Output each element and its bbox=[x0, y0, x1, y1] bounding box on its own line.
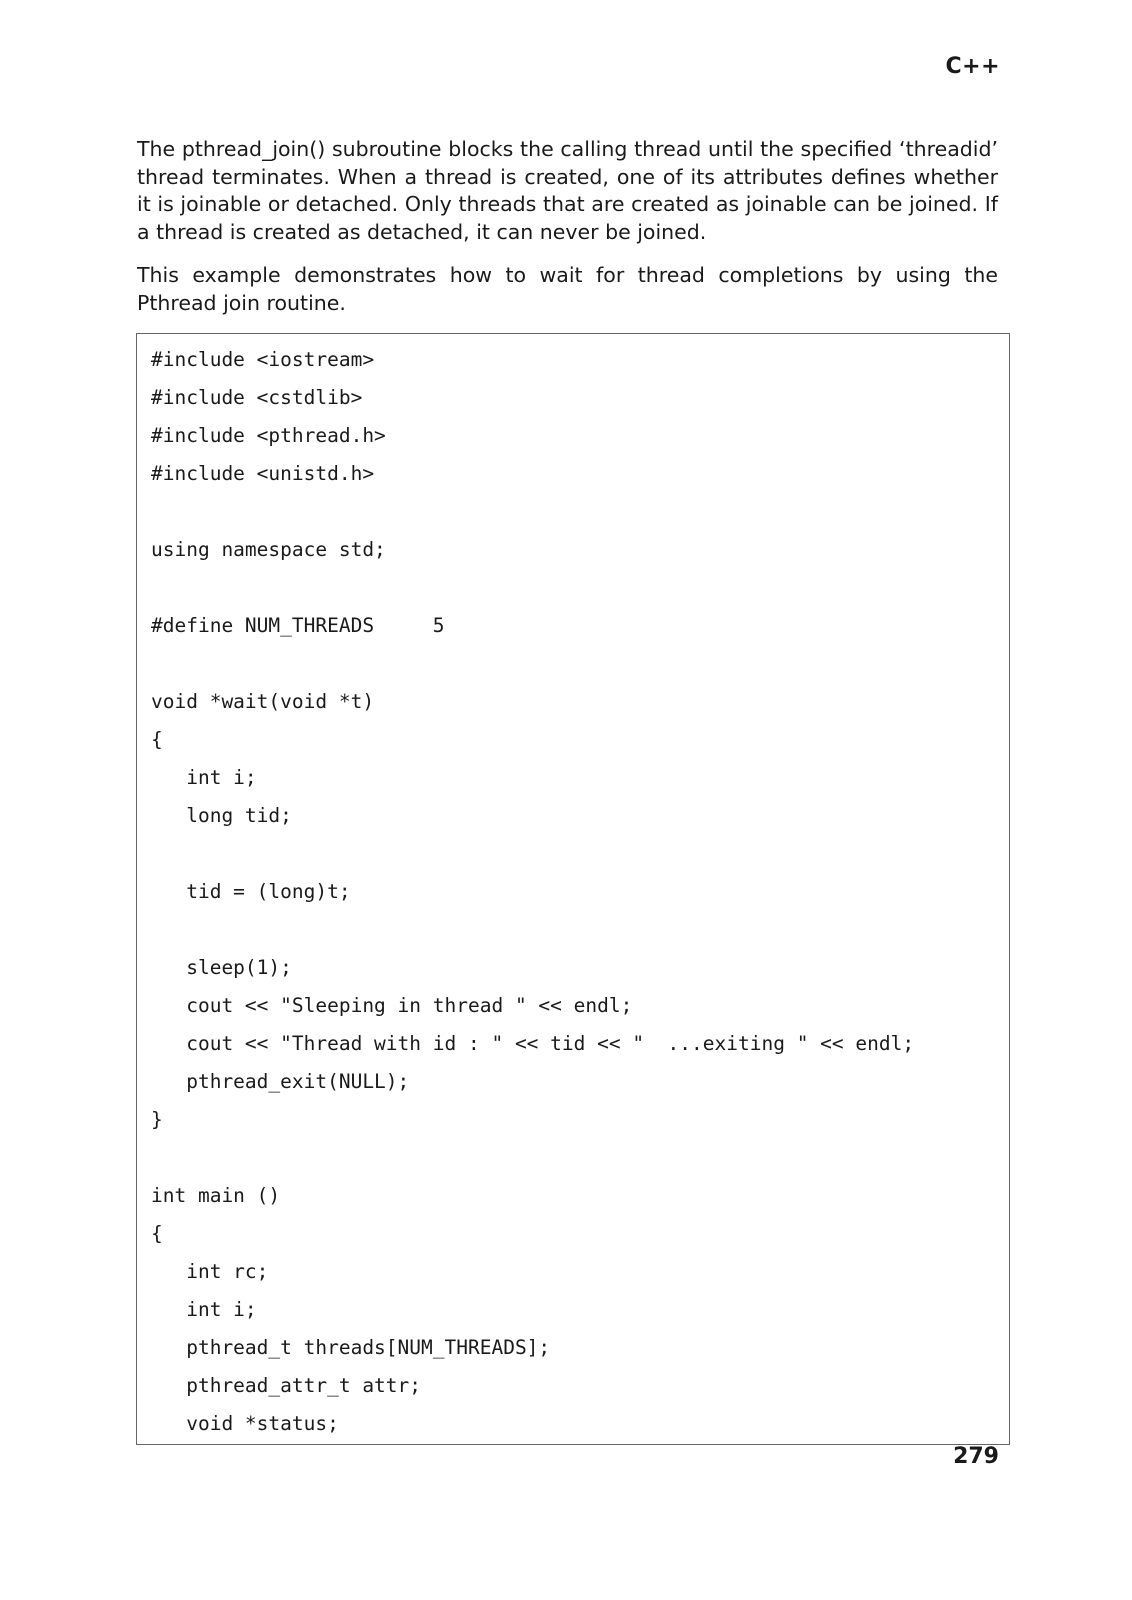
code-lines bbox=[151, 341, 914, 1443]
code-line: #include <cstdlib> bbox=[151, 386, 363, 409]
body-paragraph: This example demonstrates how to wait for thread completions by using the Pthread join routine. bbox=[137, 263, 998, 315]
code-line: pthread_exit(NULL); bbox=[151, 1070, 410, 1093]
code-line bbox=[151, 835, 914, 873]
code-line: #include <unistd.h> bbox=[151, 462, 375, 485]
code-line: cout << "Thread with id : " << tid << " ...exiting " << endl; bbox=[151, 1032, 915, 1055]
code-line: int rc; bbox=[151, 1260, 269, 1283]
code-line: tid = (long)t; bbox=[151, 880, 351, 903]
code-line: #include <pthread.h> bbox=[151, 424, 386, 447]
code-line: pthread_t threads[NUM_THREADS]; bbox=[151, 1336, 551, 1359]
page-number: 279 bbox=[953, 1444, 999, 1469]
running-header-title: C++ bbox=[945, 54, 1000, 79]
code-line: { bbox=[151, 1222, 163, 1245]
body-paragraph: The pthread_join() subroutine blocks the calling thread until the specified ‘threadid’ thread terminates. When a thread is created, one of its attributes defines whether it is joinable or detached. Only threads that are created as joinable can be joined. If a thread is created as detached, it can never be joined. bbox=[137, 137, 998, 244]
code-line bbox=[151, 645, 914, 683]
code-line bbox=[151, 911, 914, 949]
code-line: int i; bbox=[151, 1298, 257, 1321]
code-line: void *wait(void *t) bbox=[151, 690, 375, 713]
code-line: using namespace std; bbox=[151, 538, 386, 561]
code-line: #include <iostream> bbox=[151, 348, 375, 371]
code-line: cout << "Sleeping in thread " << endl; bbox=[151, 994, 633, 1017]
code-line: int main () bbox=[151, 1184, 281, 1207]
code-line bbox=[151, 569, 914, 607]
code-line: int i; bbox=[151, 766, 257, 789]
code-line bbox=[151, 493, 914, 531]
code-line: { bbox=[151, 728, 163, 751]
code-line bbox=[151, 1139, 914, 1177]
code-line: void *status; bbox=[151, 1412, 339, 1435]
code-line: long tid; bbox=[151, 804, 292, 827]
code-line: } bbox=[151, 1108, 163, 1131]
code-line: #define NUM_THREADS 5 bbox=[151, 614, 445, 637]
code-line: pthread_attr_t attr; bbox=[151, 1374, 422, 1397]
code-listing bbox=[136, 333, 1010, 1445]
code-line: sleep(1); bbox=[151, 956, 292, 979]
